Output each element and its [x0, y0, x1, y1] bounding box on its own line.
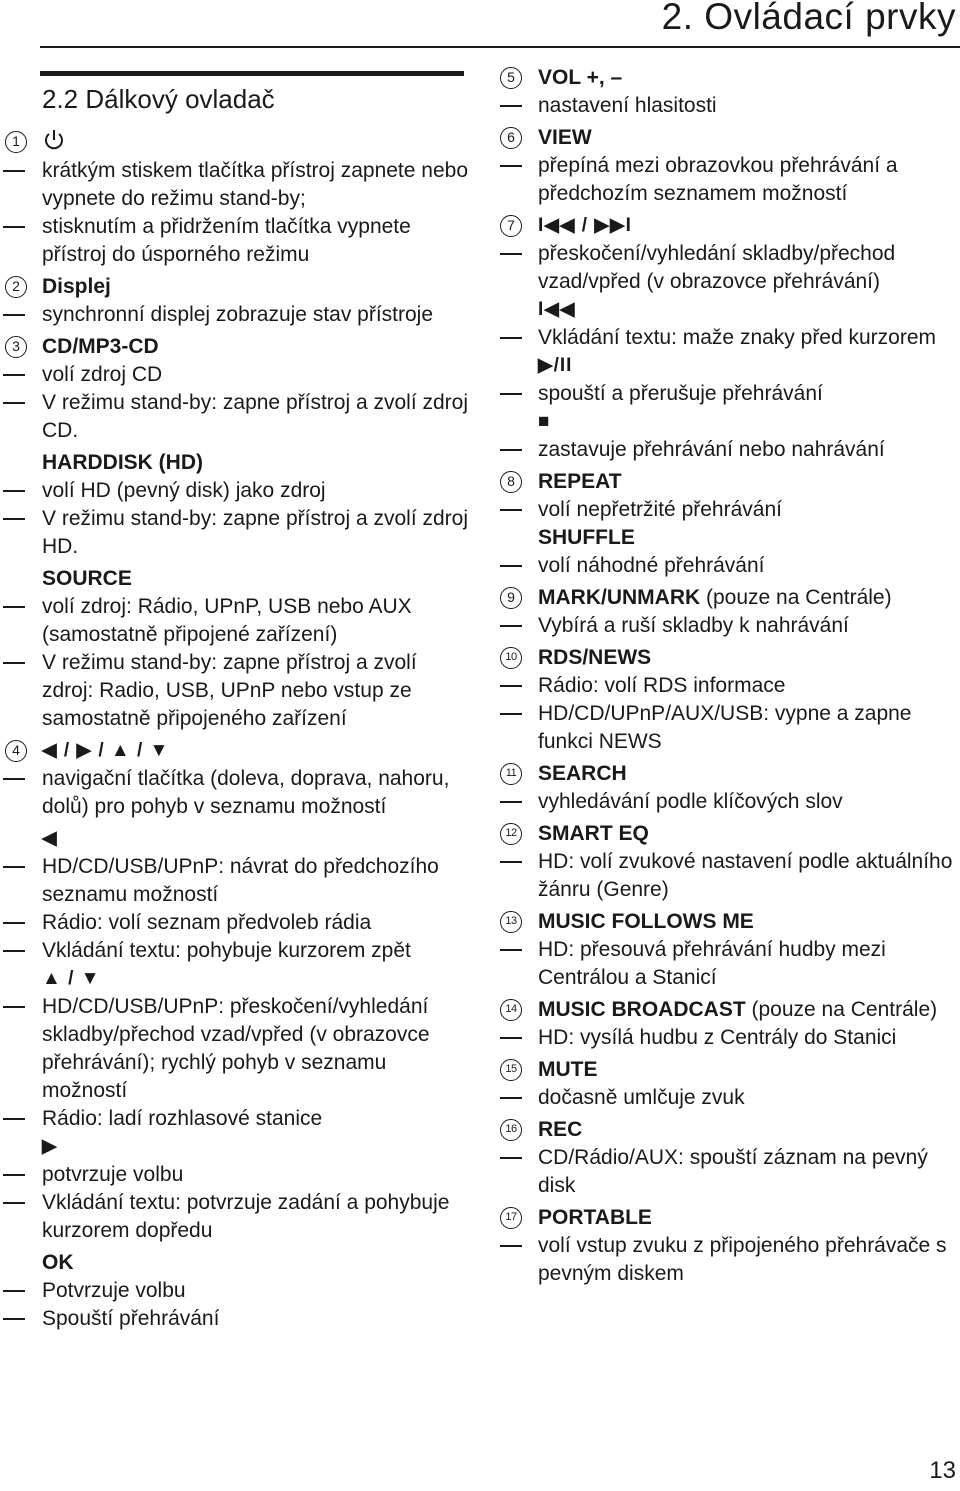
item-10-head: 10 RDS/NEWS: [497, 644, 960, 672]
list-item: V režimu stand-by: zapne přístroj a zvolí zdroj: Radio, USB, UPnP nebo vstup ze samostatně připojeného zařízení: [0, 649, 468, 733]
item-14-head: 14 MUSIC BROADCAST (pouze na Centrále): [497, 996, 960, 1024]
list-item: HD/CD/USB/UPnP: návrat do předchozího seznamu možností: [0, 853, 468, 909]
list-item: V režimu stand-by: zapne přístroj a zvolí zdroj CD.: [0, 389, 468, 445]
list-item: HD/CD/USB/UPnP: přeskočení/vyhledání skladby/přechod vzad/vpřed (v obrazovce přehrávání); rychlý pohyb v seznamu možností: [0, 993, 468, 1105]
item-2-head: 2 Displej: [0, 273, 468, 301]
list-item: navigační tlačítka (doleva, doprava, nahoru, dolů) pro pohyb v seznamu možností: [0, 765, 468, 821]
list-item: volí zdroj CD: [0, 361, 468, 389]
list-item: vyhledávání podle klíčových slov: [497, 788, 960, 816]
list-item: Spouští přehrávání: [0, 1305, 468, 1333]
list-item: HD: přesouvá přehrávání hudby mezi Centrálou a Stanicí: [497, 936, 960, 992]
subhead: OK: [42, 1251, 74, 1274]
item-7-head: 7 I◀◀ / ▶▶I: [497, 212, 960, 240]
section-title: 2.2 Dálkový ovladač: [42, 84, 275, 114]
list-item: HD: vysílá hudbu z Centrály do Stanici: [497, 1024, 960, 1052]
item-17-head: 17 PORTABLE: [497, 1204, 960, 1232]
item-3-head: 3 CD/MP3-CD: [0, 333, 468, 361]
page-number: 13: [929, 1457, 956, 1484]
item-8-head: 8 REPEAT: [497, 468, 960, 496]
list-item: stisknutím a přidržením tlačítka vypnete přístroj do úsporného režimu: [0, 213, 468, 269]
list-item: volí vstup zvuku z připojeného přehrávače s pevným diskem: [497, 1232, 960, 1288]
item-5-head: 5 VOL +, –: [497, 64, 960, 92]
list-item: HD: volí zvukové nastavení podle aktuálního žánru (Genre): [497, 848, 960, 904]
list-item: nastavení hlasitosti: [497, 92, 960, 120]
list-item: Vybírá a ruší skladby k nahrávání: [497, 612, 960, 640]
list-item: přeskočení/vyhledání skladby/přechod vzad/vpřed (v obrazovce přehrávání): [497, 240, 960, 296]
item-15-head: 15 MUTE: [497, 1056, 960, 1084]
item-12-head: 12 SMART EQ: [497, 820, 960, 848]
list-item: Vkládání textu: maže znaky před kurzorem: [497, 324, 960, 352]
list-item: potvrzuje volbu: [0, 1161, 468, 1189]
list-item: Vkládání textu: potvrzuje zadání a pohybuje kurzorem dopředu: [0, 1189, 468, 1245]
left-column: [0, 128, 468, 1333]
item-9-head: 9 MARK/UNMARK (pouze na Centrále): [497, 584, 960, 612]
header-rule: [40, 46, 960, 48]
subhead: SOURCE: [42, 567, 132, 590]
subhead: ◀: [42, 828, 58, 849]
list-item: dočasně umlčuje zvuk: [497, 1084, 960, 1112]
subhead: ■: [538, 411, 551, 432]
list-item: CD/Rádio/AUX: spouští záznam na pevný disk: [497, 1144, 960, 1200]
list-item: volí náhodné přehrávání: [497, 552, 960, 580]
item-13-head: 13 MUSIC FOLLOWS ME: [497, 908, 960, 936]
list-item: Rádio: volí seznam předvoleb rádia: [0, 909, 468, 937]
list-item: přepíná mezi obrazovkou přehrávání a předchozím seznamem možností: [497, 152, 960, 208]
subhead: ▶/II: [538, 355, 573, 376]
section-rule: [40, 71, 464, 76]
item-4-head: 4 ◀ / ▶ / ▲ / ▼: [0, 737, 468, 765]
list-item: zastavuje přehrávání nebo nahrávání: [497, 436, 960, 464]
list-item: Rádio: volí RDS informace: [497, 672, 960, 700]
list-item: V režimu stand-by: zapne přístroj a zvolí zdroj HD.: [0, 505, 468, 561]
subhead: ▲ / ▼: [42, 968, 101, 989]
subhead: HARDDISK (HD): [42, 451, 203, 474]
item-number: 1: [5, 131, 27, 153]
list-item: Rádio: ladí rozhlasové stanice: [0, 1105, 468, 1133]
subhead: ▶: [42, 1136, 58, 1157]
item-11-head: 11 SEARCH: [497, 760, 960, 788]
list-item: Vkládání textu: pohybuje kurzorem zpět: [0, 937, 468, 965]
subhead: SHUFFLE: [538, 526, 635, 549]
list-item: spouští a přerušuje přehrávání: [497, 380, 960, 408]
chapter-title: 2. Ovládací prvky: [661, 0, 956, 37]
list-item: HD/CD/UPnP/AUX/USB: vypne a zapne funkci NEWS: [497, 700, 960, 756]
list-item: krátkým stiskem tlačítka přístroj zapnete nebo vypnete do režimu stand-by;: [0, 157, 468, 213]
subhead: I◀◀: [538, 299, 576, 320]
item-16-head: 16 REC: [497, 1116, 960, 1144]
list-item: synchronní displej zobrazuje stav přístroje: [0, 301, 468, 329]
power-icon: [42, 131, 66, 154]
right-column: [497, 64, 960, 1288]
item-6-head: 6 VIEW: [497, 124, 960, 152]
item-1-head: [0, 128, 468, 157]
list-item: volí HD (pevný disk) jako zdroj: [0, 477, 468, 505]
list-item: Potvrzuje volbu: [0, 1277, 468, 1305]
list-item: volí zdroj: Rádio, UPnP, USB nebo AUX (samostatně připojené zařízení): [0, 593, 468, 649]
list-item: volí nepřetržité přehrávání: [497, 496, 960, 524]
